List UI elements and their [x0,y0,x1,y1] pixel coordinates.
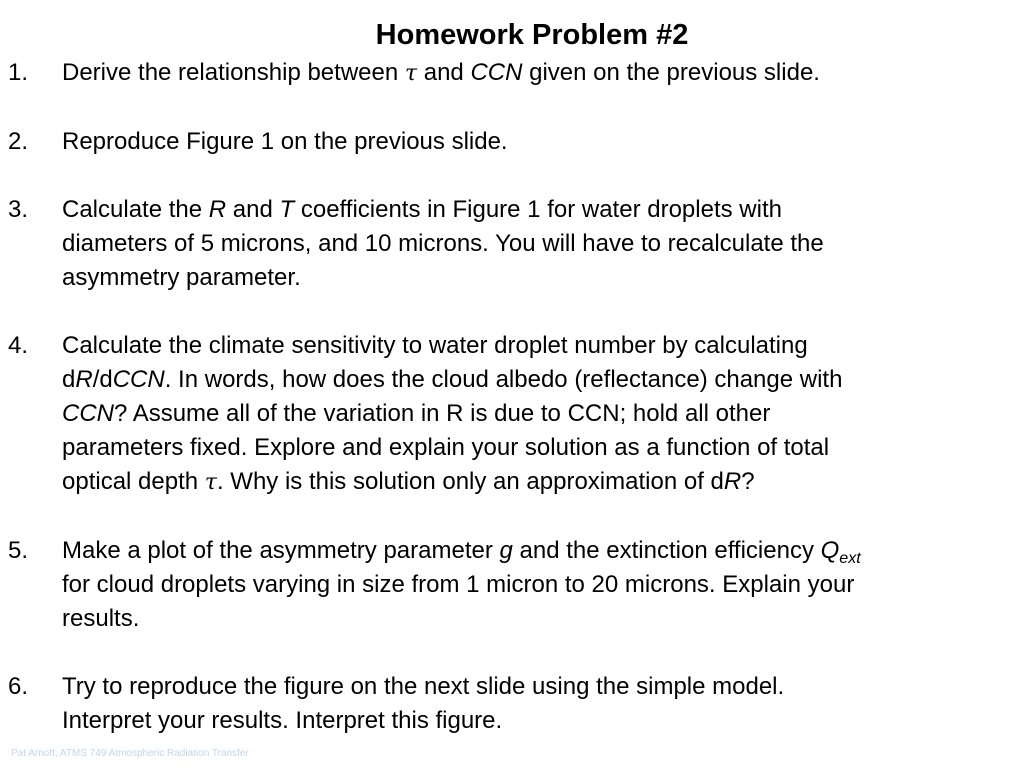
page-title: Homework Problem #2 [375,19,689,51]
r-symbol: R [75,366,93,393]
problem-line [62,125,1024,159]
text-run: /d [92,366,113,393]
slide-footer: Pat Arnott, ATMS 749 Atmospheric Radiation Transfer [11,748,249,759]
text-run: Calculate the [62,196,209,223]
problem-line [62,193,1024,227]
problem-number: 6. [8,673,29,700]
problem-line [62,670,1024,704]
problem-number: 4. [8,332,29,359]
r-symbol: R [208,196,227,223]
g-symbol: g [499,537,513,564]
problem-line [62,56,1024,91]
r-symbol: R [723,468,742,495]
tau-symbol: τ [204,470,217,495]
text-run: and [226,196,280,223]
text-run: and the extinction efficiency [512,537,821,564]
text-run: and [417,59,471,86]
text-run: Derive the relationship between [62,59,405,86]
text-run: Try to reproduce the figure on the next slide using the simple model. [62,673,785,700]
problem-number: 1. [8,59,29,86]
text-run: Calculate the climate sensitivity to water droplet number by calculating [62,332,808,359]
text-run: given on the previous slide. [522,59,820,86]
ccn-term: CCN [62,400,114,427]
ccn-term: CCN [112,366,165,393]
q-symbol: Q [820,537,840,564]
text-run: results. [62,605,140,632]
text-run: coefficients in Figure 1 for water droplets with [294,196,782,223]
problem-line [62,227,1024,261]
text-run: d [62,366,76,393]
text-run: optical depth [62,468,205,495]
text-run: Interpret your results. Interpret this figure. [62,707,503,734]
problem-line [62,465,1024,500]
problem-list [0,56,1024,772]
problem-line [62,602,1024,636]
text-run: ? Assume all of the variation in R is due to CCN; hold all other [114,400,771,427]
text-run: asymmetry parameter. [62,264,301,291]
text-run: Make a plot of the asymmetry parameter [62,537,500,564]
problem-line [62,397,1024,431]
text-run: for cloud droplets varying in size from 1 micron to 20 microns. Explain your [62,571,855,598]
text-run: diameters of 5 microns, and 10 microns. You will have to recalculate the [62,230,824,257]
problem-line [62,534,1024,568]
problem-line [62,261,1024,295]
text-run: Reproduce Figure 1 on the previous slide. [62,128,508,155]
problem-line [62,431,1024,465]
problem-item-4 [0,329,1024,500]
problem-item-2 [0,125,1024,159]
problem-line [62,329,1024,363]
problem-number: 5. [8,537,29,564]
problem-number: 3. [8,196,29,223]
tau-symbol: τ [404,61,418,86]
problem-item-3 [0,193,1024,295]
problem-item-1 [0,56,1024,91]
text-run: . In words, how does the cloud albedo (reflectance) change with [164,366,843,393]
problem-item-6 [0,670,1024,738]
t-symbol: T [279,196,295,223]
problem-item-5 [0,534,1024,636]
text-run: . Why is this solution only an approximation of d [216,468,724,495]
text-run: ? [741,468,755,495]
problem-number: 2. [8,128,29,155]
problem-line [62,568,1024,602]
text-run: parameters fixed. Explore and explain your solution as a function of total [62,434,830,461]
ccn-term: CCN [470,59,523,86]
ext-subscript: ext [839,549,861,567]
problem-line [62,363,1024,397]
problem-line [62,704,1024,738]
